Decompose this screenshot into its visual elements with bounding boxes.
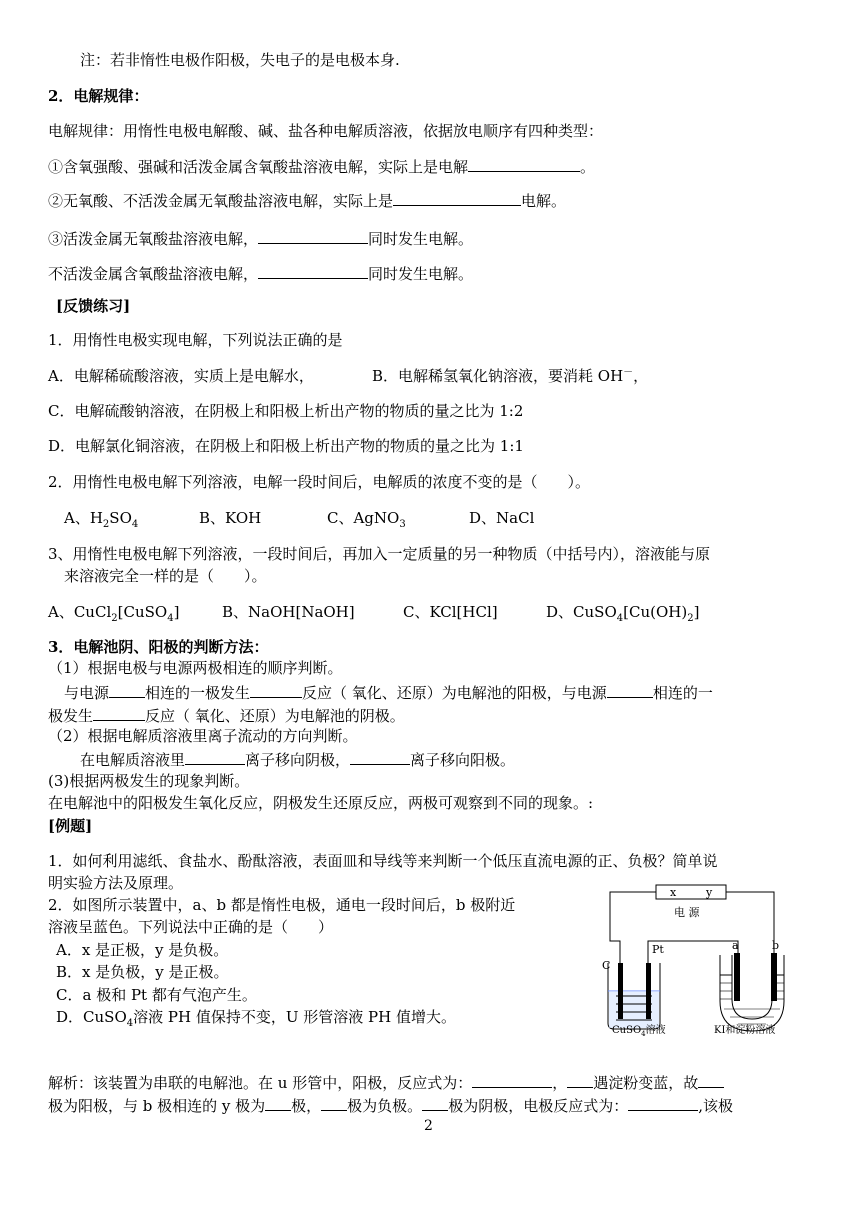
answer-blank[interactable] bbox=[393, 189, 521, 206]
label-c: C bbox=[602, 959, 611, 972]
answer-blank[interactable] bbox=[265, 1094, 291, 1111]
section-3-title: 3．电解池阴、阳极的判断方法： bbox=[48, 638, 269, 656]
answer-blank[interactable] bbox=[258, 262, 368, 279]
label-b: b bbox=[772, 939, 780, 952]
answer-blank[interactable] bbox=[258, 227, 368, 244]
rule-1: ①含氧强酸、强碱和活泼金属含氧酸盐溶液电解，实际上是电解 。 bbox=[48, 155, 595, 177]
answer-blank[interactable] bbox=[607, 681, 653, 698]
example-1-line-2: 明实验方法及原理。 bbox=[48, 874, 184, 892]
example-2-option-a: A．x 是正极，y 是负极。 bbox=[56, 941, 229, 959]
example-2-line-1: 2．如图所示装置中，a、b 都是惰性电极，通电一段时间后，b 极附近 bbox=[48, 896, 516, 914]
section-2-title: 2．电解规律： bbox=[48, 87, 149, 105]
note-line: 注：若非惰性电极作阳极，失电子的是电极本身. bbox=[80, 51, 400, 69]
question-3-option-d: D、$CuSO_4[Cu(OH)_2]$ bbox=[546, 603, 700, 624]
example-2-option-d: D．CuSO$_4$溶液 PH 值保持不变，U 形管溶液 PH 值增大。 bbox=[56, 1008, 456, 1029]
label-y: y bbox=[706, 886, 713, 899]
question-1-option-a: A．电解稀硫酸溶液，实质上是电解水， bbox=[48, 367, 314, 385]
example-1-line-1: 1．如何利用滤纸、食盐水、酚酞溶液，表面皿和导线等来判断一个低压直流电源的正、负极？简单说 bbox=[48, 852, 718, 870]
electrode-pt bbox=[646, 963, 651, 1019]
example-2-line-2: 溶液呈蓝色。下列说法中正确的是（ ） bbox=[48, 918, 334, 936]
answer-blank[interactable] bbox=[350, 748, 410, 765]
analysis-line-2: 极为阳极，与 b 极相连的 y 极为 极， 极为负极。 极为阴极，电极反应式为： ,该极 bbox=[48, 1094, 733, 1116]
question-2: 2．用惰性电极电解下列溶液，电解一段时间后，电解质的浓度不变的是（ ）。 bbox=[48, 473, 591, 491]
example-title: [例题] bbox=[48, 817, 93, 835]
answer-blank[interactable] bbox=[567, 1071, 593, 1088]
electrolysis-apparatus-diagram bbox=[596, 883, 812, 1038]
answer-blank[interactable] bbox=[472, 1071, 552, 1088]
feedback-title: [反馈练习] bbox=[56, 297, 131, 315]
electrode-b bbox=[771, 953, 777, 1001]
answer-blank[interactable] bbox=[185, 748, 245, 765]
answer-blank[interactable] bbox=[250, 681, 302, 698]
answer-blank[interactable] bbox=[321, 1094, 347, 1111]
rule-2: ②无氧酸、不活泼金属无氧酸盐溶液电解，实际上是 电解。 bbox=[48, 189, 566, 211]
wire-x bbox=[610, 892, 656, 965]
label-power-source: 电 源 bbox=[674, 906, 700, 919]
question-3-line-1: 3、用惰性电极电解下列溶液，一段时间后，再加入一定质量的另一种物质（中括号内），溶液能与原 bbox=[48, 545, 711, 563]
method-2-line: 在电解质溶液里 离子移向阴极， 离子移向阳极。 bbox=[80, 748, 515, 770]
question-2-option-b: B、KOH bbox=[199, 509, 262, 527]
page-number: 2 bbox=[424, 1118, 433, 1134]
question-1-option-c: C．电解硫酸钠溶液，在阴极上和阳极上析出产物的物质的量之比为 1:2 bbox=[48, 402, 524, 420]
answer-blank[interactable] bbox=[628, 1094, 698, 1111]
answer-blank[interactable] bbox=[468, 155, 580, 172]
rule-intro: 电解规律：用惰性电极电解酸、碱、盐各种电解质溶液，依据放电顺序有四种类型： bbox=[48, 122, 604, 140]
method-1: （1）根据电极与电源两极相连的顺序判断。 bbox=[48, 659, 343, 677]
answer-blank[interactable] bbox=[93, 704, 145, 721]
electrode-c bbox=[618, 963, 623, 1019]
rule-3: ③活泼金属无氧酸盐溶液电解， 同时发生电解。 bbox=[48, 227, 473, 249]
question-3-option-b: B、NaOH[NaOH] bbox=[222, 603, 355, 621]
question-2-option-a: A、$H_2SO_4$ bbox=[64, 509, 139, 530]
analysis-line-1: 解析：该装置为串联的电解池。在 u 形管中，阳极，反应式为： ， 遇淀粉变蓝，故 bbox=[48, 1071, 724, 1093]
answer-blank[interactable] bbox=[698, 1071, 724, 1088]
method-2: （2）根据电解质溶液里离子流动的方向判断。 bbox=[48, 727, 358, 745]
question-3-option-c: C、KCl[HCl] bbox=[403, 603, 498, 621]
label-pt: Pt bbox=[652, 943, 664, 956]
method-1-line-2: 极发生 反应（ 氧化、还原）为电解池的阴极。 bbox=[48, 704, 405, 726]
question-3-line-2: 来溶液完全一样的是（ ）。 bbox=[64, 567, 267, 585]
question-2-option-c: C、AgNO$_3$ bbox=[327, 509, 406, 530]
method-3-line: 在电解池中的阳极发生氧化反应，阴极发生还原反应，两极可观察到不同的现象。: bbox=[48, 794, 594, 812]
label-x: x bbox=[670, 886, 677, 899]
example-2-option-b: B．x 是负极，y 是正极。 bbox=[56, 963, 229, 981]
power-source-box bbox=[656, 885, 726, 899]
rule-4: 不活泼金属含氧酸盐溶液电解， 同时发生电解。 bbox=[48, 262, 473, 284]
label-cuso4-solution: CuSO$_4$溶液 bbox=[612, 1025, 666, 1038]
method-3: (3)根据两极发生的现象判断。 bbox=[48, 772, 250, 790]
label-a: a bbox=[732, 939, 739, 952]
answer-blank[interactable] bbox=[109, 681, 145, 698]
question-2-option-d: D、NaCl bbox=[469, 509, 535, 527]
example-2-option-c: C．a 极和 Pt 都有气泡产生。 bbox=[56, 986, 257, 1004]
method-1-line-1: 与电源 相连的一极发生 反应（ 氧化、还原）为电解池的阳极，与电源 相连的一 bbox=[64, 681, 713, 703]
electrode-a bbox=[734, 953, 740, 1001]
label-ki-starch: KI和淀粉溶液 bbox=[714, 1025, 776, 1036]
question-1: 1．用惰性电极实现电解，下列说法正确的是 bbox=[48, 331, 343, 349]
question-1-option-d: D．电解氯化铜溶液，在阴极上和阳极上析出产物的物质的量之比为 1:1 bbox=[48, 437, 524, 455]
question-3-option-a: A、CuCl$_2$[CuSO$_4$] bbox=[48, 603, 180, 624]
question-1-option-b: B．电解稀氢氧化钠溶液，要消耗 OH－， bbox=[372, 367, 649, 385]
answer-blank[interactable] bbox=[422, 1094, 448, 1111]
